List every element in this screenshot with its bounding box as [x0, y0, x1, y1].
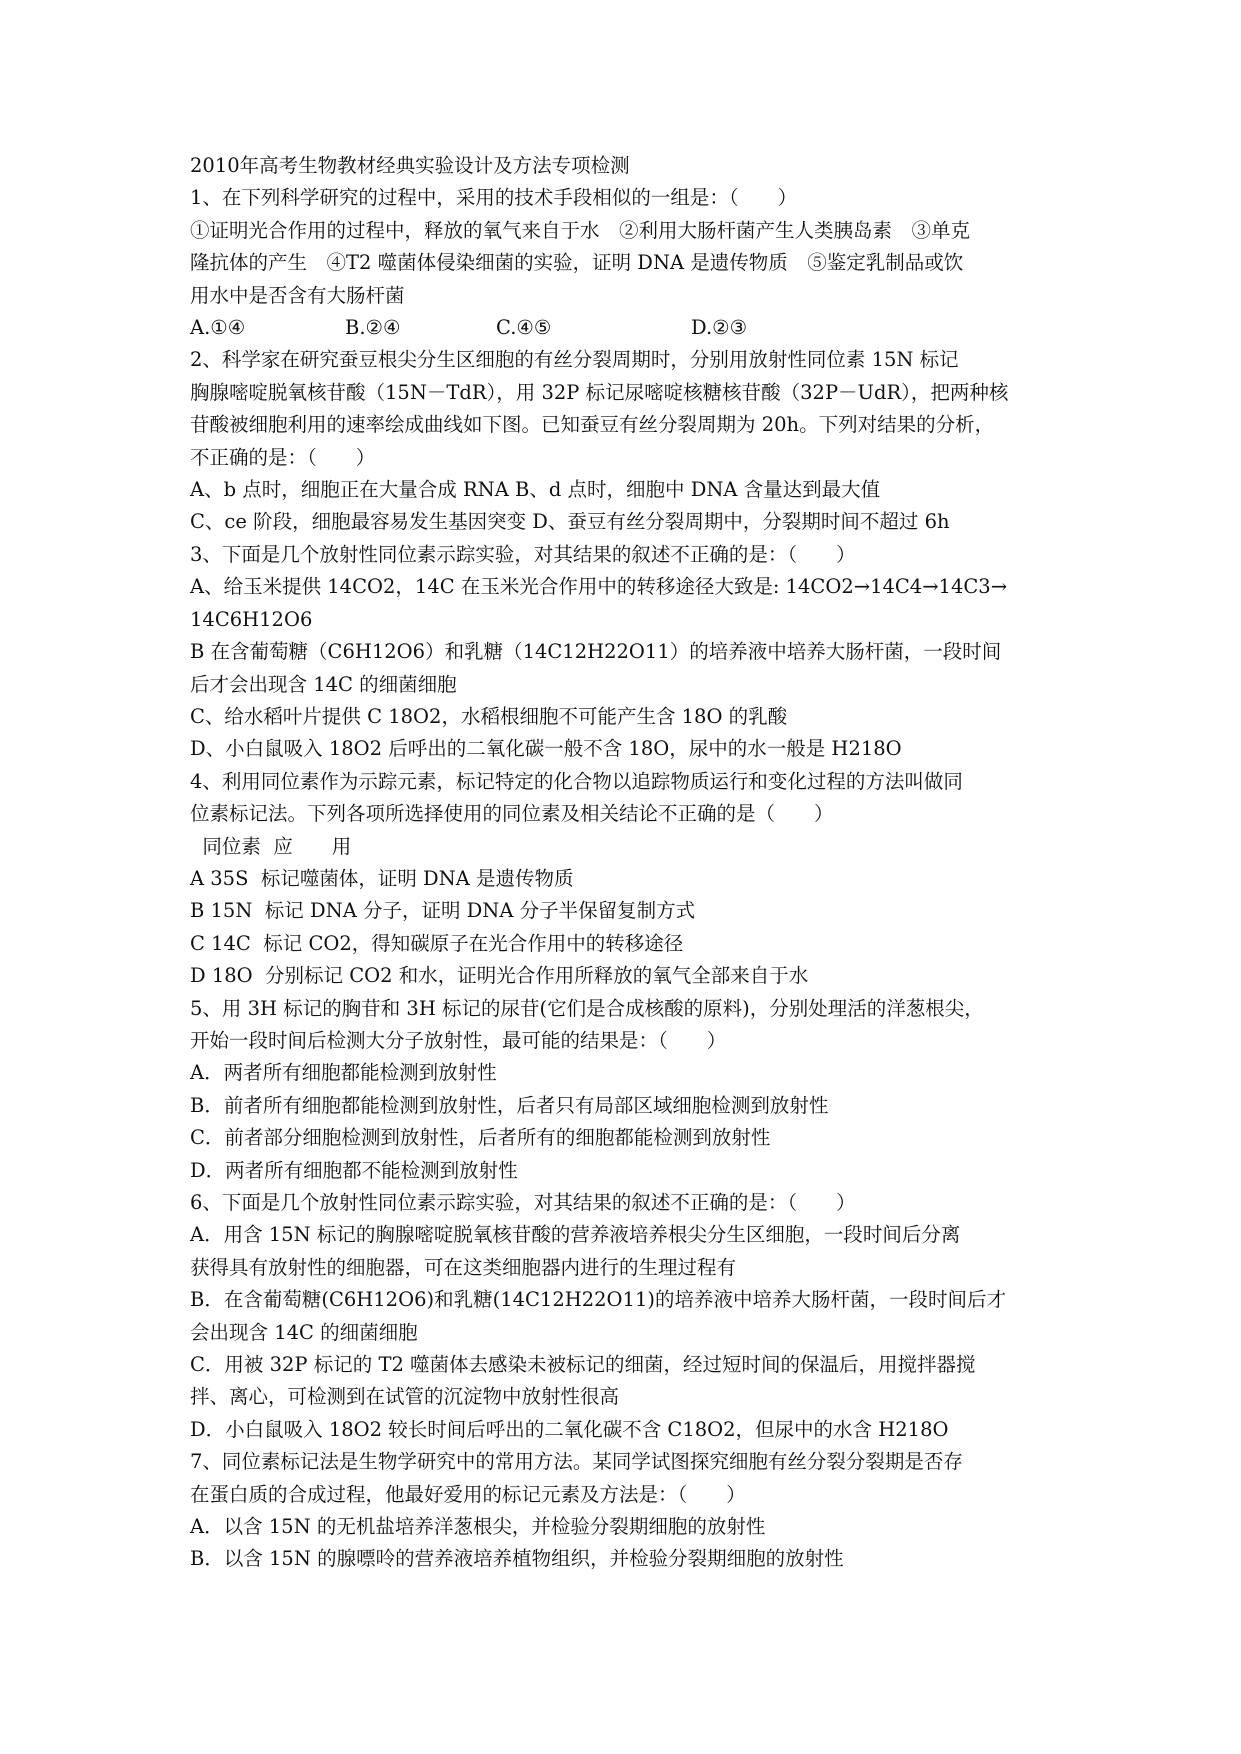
question-3-option-b: B 在含葡萄糖（C6H12O6）和乳糖（14C12H22O11）的培养液中培养大肠杆菌，一段时间: [190, 640, 1002, 664]
question-3-option-d: D、小白鼠吸入 18O2 后呼出的二氧化碳一般不含 18O，尿中的水一般是 H218O: [190, 737, 902, 761]
question-6-option-a: A．用含 15N 标记的胸腺嘧啶脱氧核苷酸的营养液培养根尖分生区细胞，一段时间后分离: [190, 1223, 961, 1247]
question-7-option-b: B．以含 15N 的腺嘌呤的营养液培养植物组织，并检验分裂期细胞的放射性: [190, 1547, 844, 1571]
question-6-option-b: 会出现含 14C 的细菌细胞: [190, 1320, 418, 1344]
question-6-stem: 6、下面是几个放射性同位素示踪实验，对其结果的叙述不正确的是：（ ）: [190, 1191, 856, 1214]
option-b: B.②④: [345, 316, 401, 340]
question-4-header: 同位素 应 用: [190, 834, 352, 858]
question-4-option-a: A 35S 标记噬菌体，证明 DNA 是遗传物质: [190, 866, 574, 890]
question-5-text: 开始一段时间后检测大分子放射性，最可能的结果是：（ ）: [190, 1028, 727, 1052]
question-3-stem: 3、下面是几个放射性同位素示踪实验，对其结果的叙述不正确的是：（ ）: [190, 542, 856, 566]
document-body: [190, 150, 1060, 1576]
question-6-option-d: D．小白鼠吸入 18O2 较长时间后呼出的二氧化碳不含 C18O2，但尿中的水含 H218O: [190, 1417, 949, 1441]
question-5-option-b: B．前者所有细胞都能检测到放射性，后者只有局部区域细胞检测到放射性: [190, 1093, 829, 1117]
question-3-option-a: A、给玉米提供 14CO2，14C 在玉米光合作用中的转移途径大致是: 14CO2→14C4→14C3→: [190, 575, 1008, 599]
question-1-options: [190, 312, 1060, 344]
option-a: A.①④: [190, 316, 246, 340]
question-6-option-a: 获得具有放射性的细胞器，可在这类细胞器内进行的生理过程有: [190, 1255, 737, 1279]
question-7-text: 在蛋白质的合成过程，他最好爱用的标记元素及方法是：（ ）: [190, 1482, 746, 1506]
question-1-stem: 1、在下列科学研究的过程中，采用的技术手段相似的一组是：（ ）: [190, 186, 798, 210]
question-4-text: 位素标记法。下列各项所选择使用的同位素及相关结论不正确的是（ ）: [190, 802, 834, 826]
question-3-option-c: C、给水稻叶片提供 C 18O2，水稻根细胞不可能产生含 18O 的乳酸: [190, 704, 788, 728]
question-5-stem: 5、用 3H 标记的胸苷和 3H 标记的尿苷(它们是合成核酸的原料)，分别处理活的洋葱根尖，: [190, 996, 984, 1020]
question-4-option-b: B 15N 标记 DNA 分子，证明 DNA 分子半保留复制方式: [190, 899, 696, 923]
question-3-option-b: 后才会出现含 14C 的细菌细胞: [190, 672, 457, 696]
option-c: C.④⑤: [496, 316, 552, 340]
question-6-option-c: C．用被 32P 标记的 T2 噬菌体去感染未被标记的细菌，经过短时间的保温后，用搅拌器搅: [190, 1353, 976, 1377]
question-2-options: C、ce 阶段，细胞最容易发生基因突变 D、蚕豆有丝分裂周期中，分裂期时间不超过 6h: [190, 510, 950, 534]
question-5-option-c: C．前者部分细胞检测到放射性，后者所有的细胞都能检测到放射性: [190, 1126, 771, 1150]
question-7-option-a: A．以含 15N 的无机盐培养洋葱根尖，并检验分裂期细胞的放射性: [190, 1515, 766, 1539]
question-6-option-b: B．在含葡萄糖(C6H12O6)和乳糖(14C12H22O11)的培养液中培养大肠杆菌，一段时间后才: [190, 1288, 1006, 1312]
question-5-option-a: A．两者所有细胞都能检测到放射性: [190, 1061, 497, 1085]
question-1-text: 隆抗体的产生 ④T2 噬菌体侵染细菌的实验，证明 DNA 是遗传物质 ⑤鉴定乳制品或饮: [190, 251, 964, 275]
question-1-text: 用水中是否含有大肠杆菌: [190, 283, 405, 307]
document-title: 2010年高考生物教材经典实验设计及方法专项检测: [190, 154, 630, 177]
question-5-option-d: D．两者所有细胞都不能检测到放射性: [190, 1158, 518, 1182]
question-2-text: 苷酸被细胞利用的速率绘成曲线如下图。已知蚕豆有丝分裂周期为 20h。下列对结果的分析，: [190, 413, 995, 437]
question-6-option-c: 拌、离心，可检测到在试管的沉淀物中放射性很高: [190, 1385, 620, 1409]
question-4-option-d: D 18O 分别标记 CO2 和水，证明光合作用所释放的氧气全部来自于水: [190, 964, 809, 988]
question-1-text: ①证明光合作用的过程中，释放的氧气来自于水 ②利用大肠杆菌产生人类胰岛素 ③单克: [190, 218, 971, 242]
question-2-text: 不正确的是：（ ）: [190, 445, 376, 469]
question-4-stem: 4、利用同位素作为示踪元素，标记特定的化合物以追踪物质运行和变化过程的方法叫做同: [190, 769, 963, 793]
question-2-text: 胸腺嘧啶脱氧核苷酸（15N－TdR），用 32P 标记尿嘧啶核糖核苷酸（32P－UdR），把两种核: [190, 380, 1009, 404]
question-3-option-a: 14C6H12O6: [190, 607, 313, 631]
question-2-options: A、b 点时，细胞正在大量合成 RNA B、d 点时，细胞中 DNA 含量达到最大值: [190, 478, 881, 502]
option-d: D.②③: [691, 316, 748, 340]
question-4-option-c: C 14C 标记 CO2，得知碳原子在光合作用中的转移途径: [190, 931, 684, 955]
question-7-stem: 7、同位素标记法是生物学研究中的常用方法。某同学试图探究细胞有丝分裂分裂期是否存: [190, 1450, 963, 1474]
question-2-stem: 2、科学家在研究蚕豆根尖分生区细胞的有丝分裂周期时，分别用放射性同位素 15N 标记: [190, 348, 959, 372]
